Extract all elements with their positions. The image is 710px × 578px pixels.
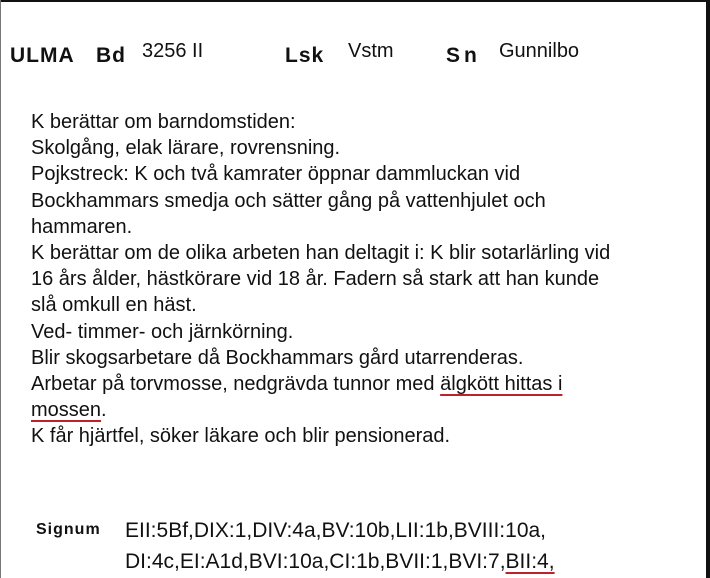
body-line — [31, 397, 691, 423]
body-line: Skolgång, elak lärare, rovrensning. — [31, 137, 341, 160]
sn-value: Gunnilbo — [499, 40, 580, 62]
body-line: slå omkull en häst. — [31, 294, 197, 317]
body-line-text: Arbetar på torvmosse, nedgrävda tunnor med — [31, 373, 441, 396]
card-border-left — [0, 0, 1, 578]
underlined-code: BII:4, — [505, 550, 555, 573]
body-line: hammaren. — [31, 215, 133, 238]
underlined-phrase: älgkött hittas i — [440, 373, 563, 396]
signum-line-text: DI:4c,EI:A1d,BVI:10a,CI:1b,BVII:1,BVI:7, — [125, 550, 506, 573]
body-line: K berättar om barndomstiden: — [31, 111, 296, 133]
body-line: Bockhammars smedja och sätter gång på vattenhjulet och — [31, 189, 546, 212]
card-border-top — [0, 0, 710, 2]
body-line: Ved- timmer- och järnkörning. — [31, 320, 294, 343]
bd-value: 3256 II — [142, 40, 204, 62]
signum-line: EII:5Bf,DIX:1,DIV:4a,BV:10b,LII:1b,BVIII:10a, — [125, 519, 547, 542]
body-line-text: . — [101, 399, 107, 422]
body-line: Blir skogsarbetare då Bockhammars gård utarrenderas. — [31, 346, 524, 369]
signum-label: Signum — [36, 521, 101, 538]
card-body-text — [31, 109, 691, 450]
card-header — [10, 36, 700, 76]
card-border-right — [706, 0, 710, 578]
lsk-value: Vstm — [348, 40, 394, 62]
ulma-label: ULMA — [10, 44, 75, 67]
body-line — [31, 371, 691, 397]
body-line: Pojkstreck: K och två kamrater öppnar dammluckan vid — [31, 163, 521, 186]
signum-codes — [125, 515, 555, 577]
body-line: 16 års ålder, hästkörare vid 18 år. Fadern så stark att han kunde — [31, 268, 600, 291]
body-line: K berättar om de olika arbeten han deltagit i: K blir sotarlärling vid — [31, 242, 611, 265]
lsk-label: Lsk — [285, 44, 325, 67]
sn-label: Sn — [446, 44, 481, 67]
signum-line — [125, 546, 555, 577]
body-line: K får hjärtfel, söker läkare och blir pensionerad. — [31, 425, 451, 448]
bd-label: Bd — [96, 44, 126, 67]
underlined-phrase: mossen — [31, 399, 102, 422]
